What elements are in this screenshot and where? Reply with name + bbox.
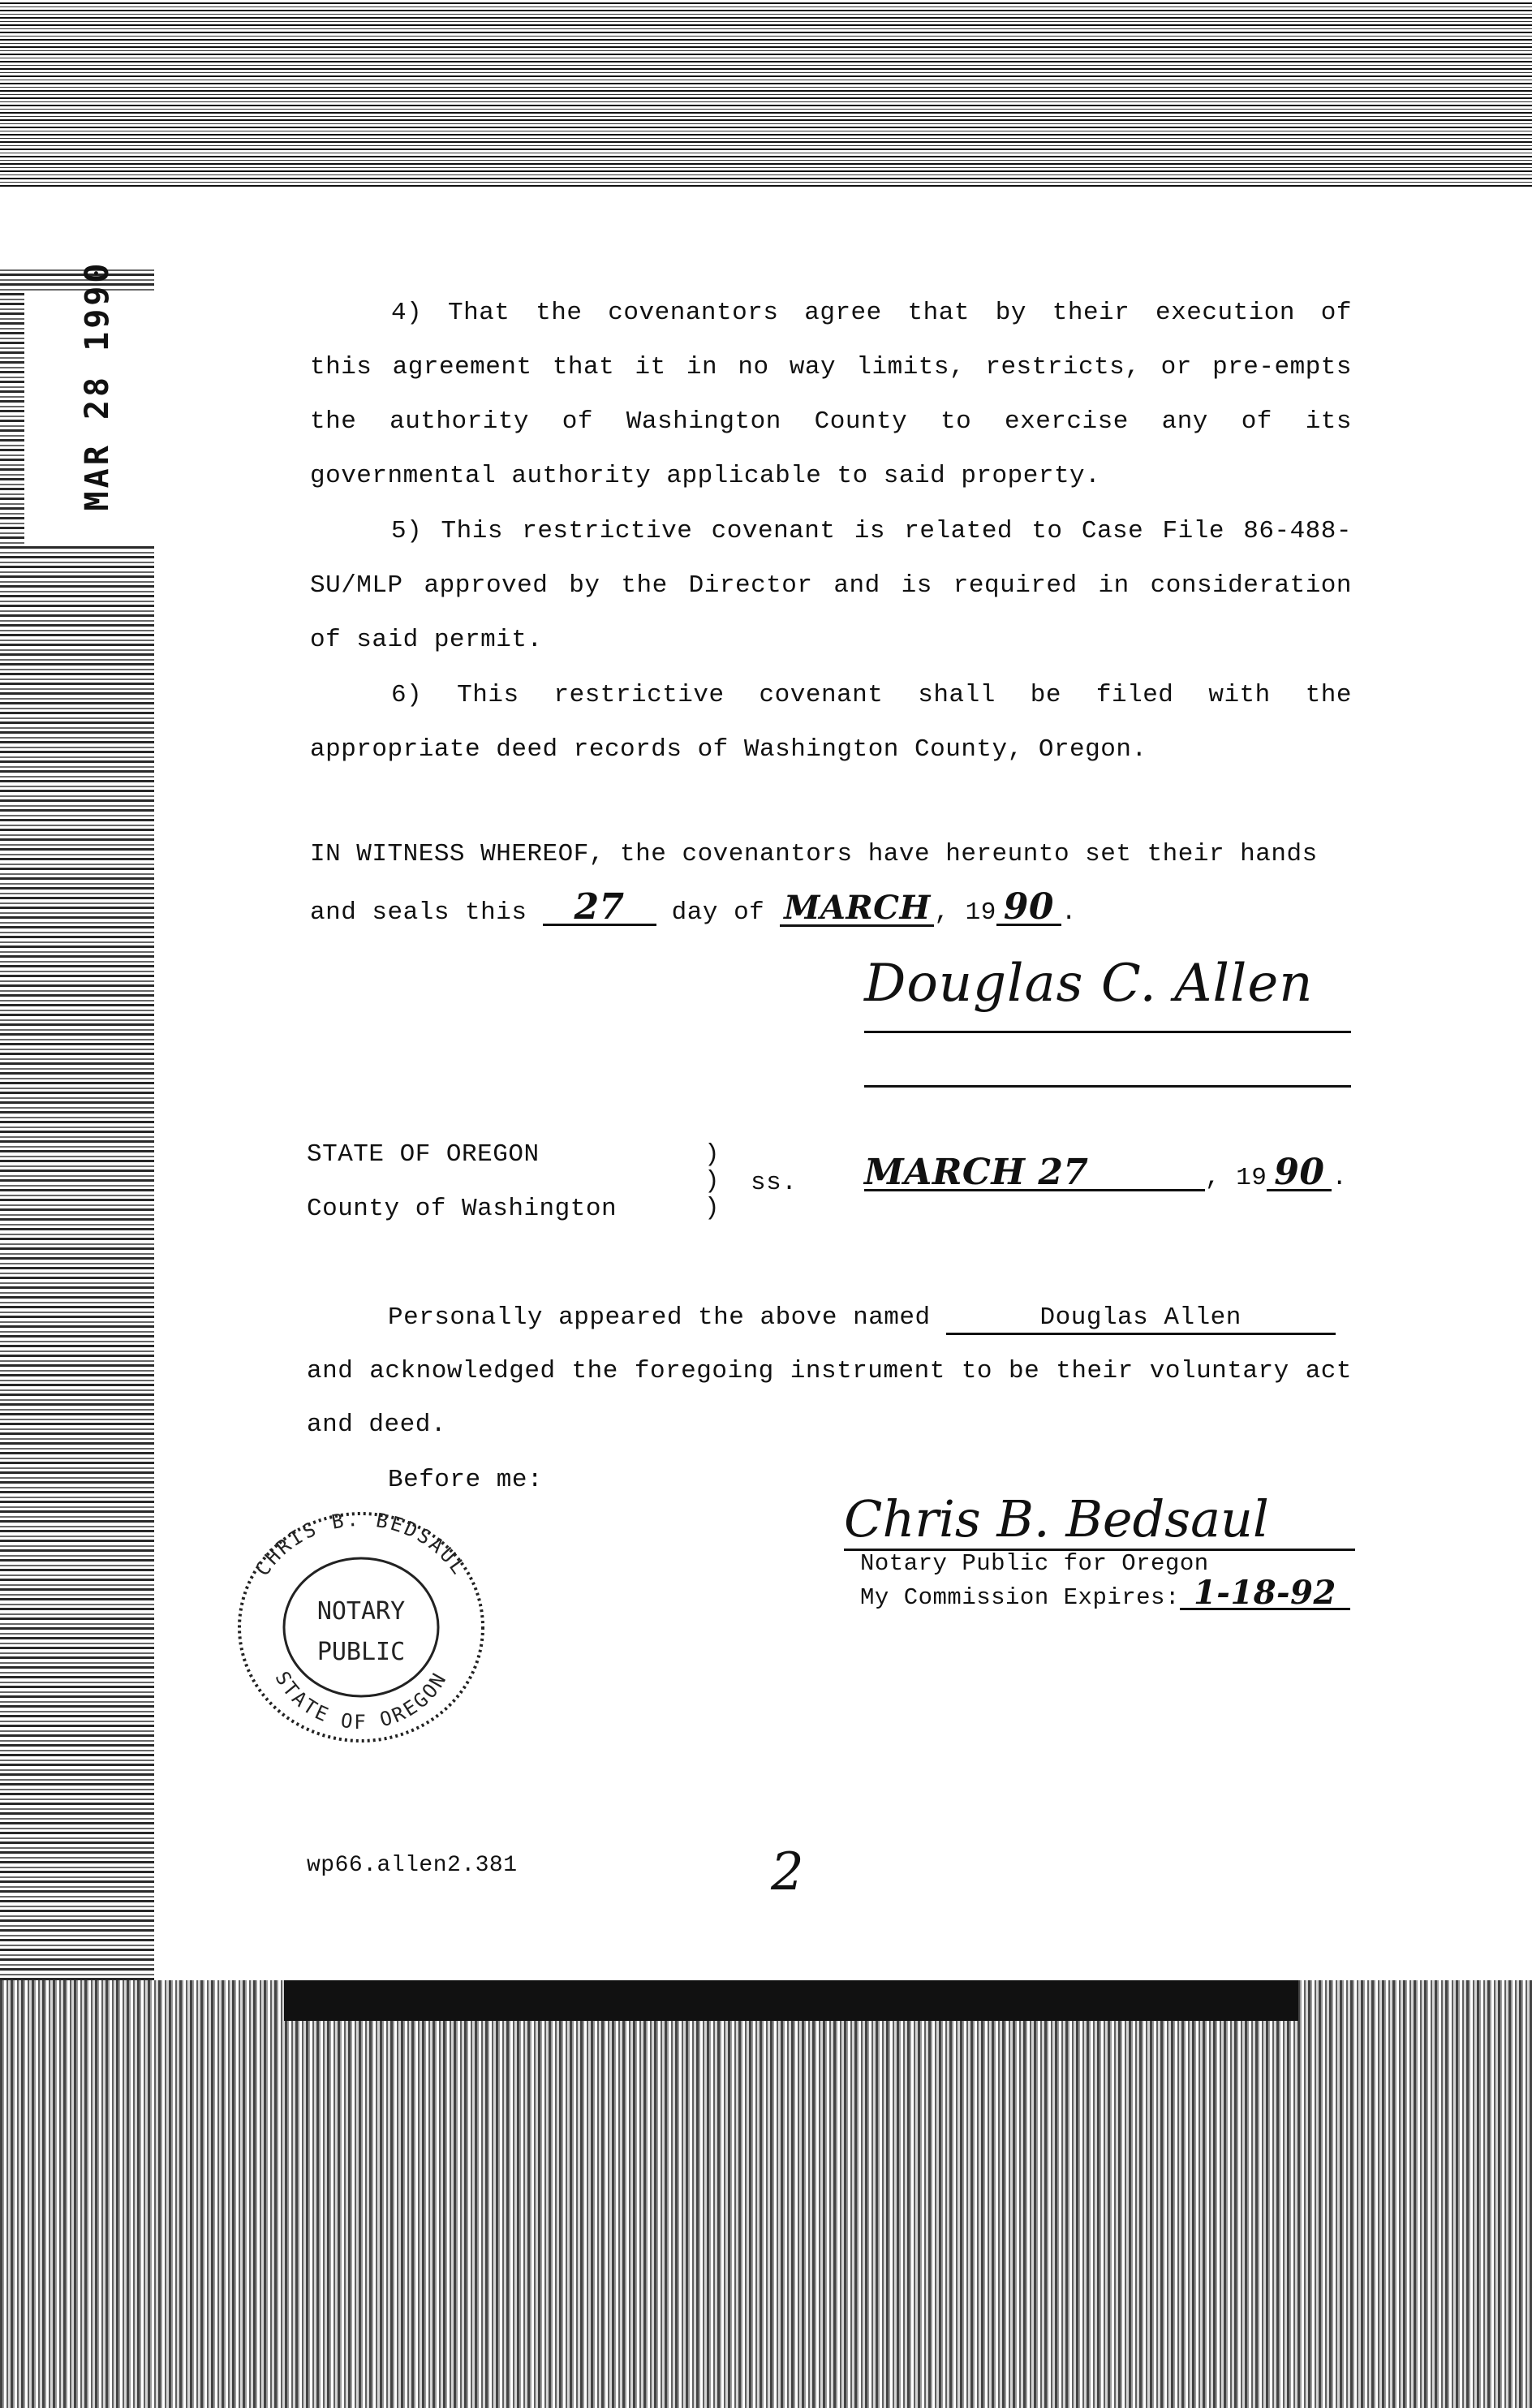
signature-line-1 (864, 1031, 1351, 1033)
witness-day-of: day of (671, 898, 765, 927)
venue-paren-2: ) (704, 1167, 721, 1195)
venue-date-line (864, 1152, 1348, 1193)
seal-inner-ring (284, 1558, 438, 1696)
paragraph-line: 5) This restrictive covenant is related to Case File 86-488- (391, 517, 1352, 545)
seal-ring-text: CHRIS B. BEDSAUL (251, 1507, 471, 1580)
received-stamp: MAR 28 1990 (79, 260, 116, 511)
before-me-label: Before me: (388, 1466, 544, 1494)
seal-center-top: NOTARY (316, 1597, 406, 1626)
page-number-handwritten: 2 (771, 1842, 804, 1902)
paragraph-line: SU/MLP approved by the Director and is required in consideration (310, 571, 1352, 600)
scan-noise-bottom (0, 1980, 1532, 2408)
witness-line-2 (310, 886, 1077, 928)
witness-end: . (1061, 898, 1077, 927)
notary-seal (219, 1506, 503, 1749)
paragraph-line: 4) That the covenantors agree that by their execution of (391, 299, 1352, 327)
venue-county: County of Washington (307, 1195, 618, 1223)
venue-ss: ss. (751, 1169, 798, 1197)
scan-noise-top (0, 0, 1532, 187)
witness-day-handwritten: 27 (543, 891, 656, 926)
venue-year-handwritten: 90 (1267, 1157, 1332, 1191)
notary-expires-date: 1-18-92 (1180, 1579, 1350, 1610)
paragraph-line: appropriate deed records of Washington County, Oregon. (310, 735, 1147, 764)
witness-year-handwritten: 90 (996, 891, 1061, 926)
acknowledgment-line-3: and deed. (307, 1411, 446, 1439)
paragraph-line: of said permit. (310, 626, 543, 654)
covenantor-signature: Douglas C. Allen (864, 954, 1314, 1014)
notary-title: Notary Public for Oregon (860, 1550, 1209, 1577)
seal-outer-ring (239, 1514, 483, 1741)
acknowledgment-named-person: Douglas Allen (946, 1303, 1336, 1335)
notary-expires-label: My Commission Expires: (860, 1584, 1180, 1611)
paragraph-line: 6) This restrictive covenant shall be filed with the (391, 681, 1352, 709)
paragraph-4 (310, 286, 1352, 503)
witness-month-handwritten: MARCH (780, 892, 934, 927)
venue-end: . (1332, 1164, 1348, 1192)
acknowledgment-line-1 (388, 1303, 1336, 1335)
paragraph-line: governmental authority applicable to said property. (310, 462, 1101, 490)
paragraph-5 (310, 504, 1352, 667)
witness-prefix: and seals this (310, 898, 527, 927)
witness-line-1: IN WITNESS WHEREOF, the covenantors have hereunto set their hands (310, 840, 1318, 868)
venue-year-prefix: , 19 (1205, 1164, 1267, 1192)
venue-paren-3: ) (704, 1194, 721, 1222)
acknowledgment-line-2: and acknowledged the foregoing instrument to be their voluntary act (307, 1357, 1352, 1385)
seal-center-bottom: PUBLIC (316, 1638, 406, 1666)
venue-date-handwritten: MARCH 27 (864, 1157, 1205, 1191)
paragraph-line: this agreement that it in no way limits, restricts, or pre-empts (310, 353, 1352, 381)
seal-bottom-text: STATE OF OREGON (270, 1667, 452, 1734)
notary-expires-line (860, 1574, 1350, 1612)
paragraph-line: the authority of Washington County to exercise any of its (310, 407, 1352, 436)
witness-year-prefix: , 19 (934, 898, 996, 927)
signature-line-2 (864, 1085, 1351, 1088)
file-code: wp66.allen2.381 (307, 1853, 518, 1878)
venue-paren-1: ) (704, 1140, 721, 1169)
scan-dark-band (284, 1980, 1298, 2021)
venue-state: STATE OF OREGON (307, 1140, 540, 1169)
paragraph-6 (310, 668, 1352, 777)
acknowledgment-prefix: Personally appeared the above named (388, 1303, 931, 1332)
notary-signature: Chris B. Bedsaul (844, 1489, 1269, 1549)
